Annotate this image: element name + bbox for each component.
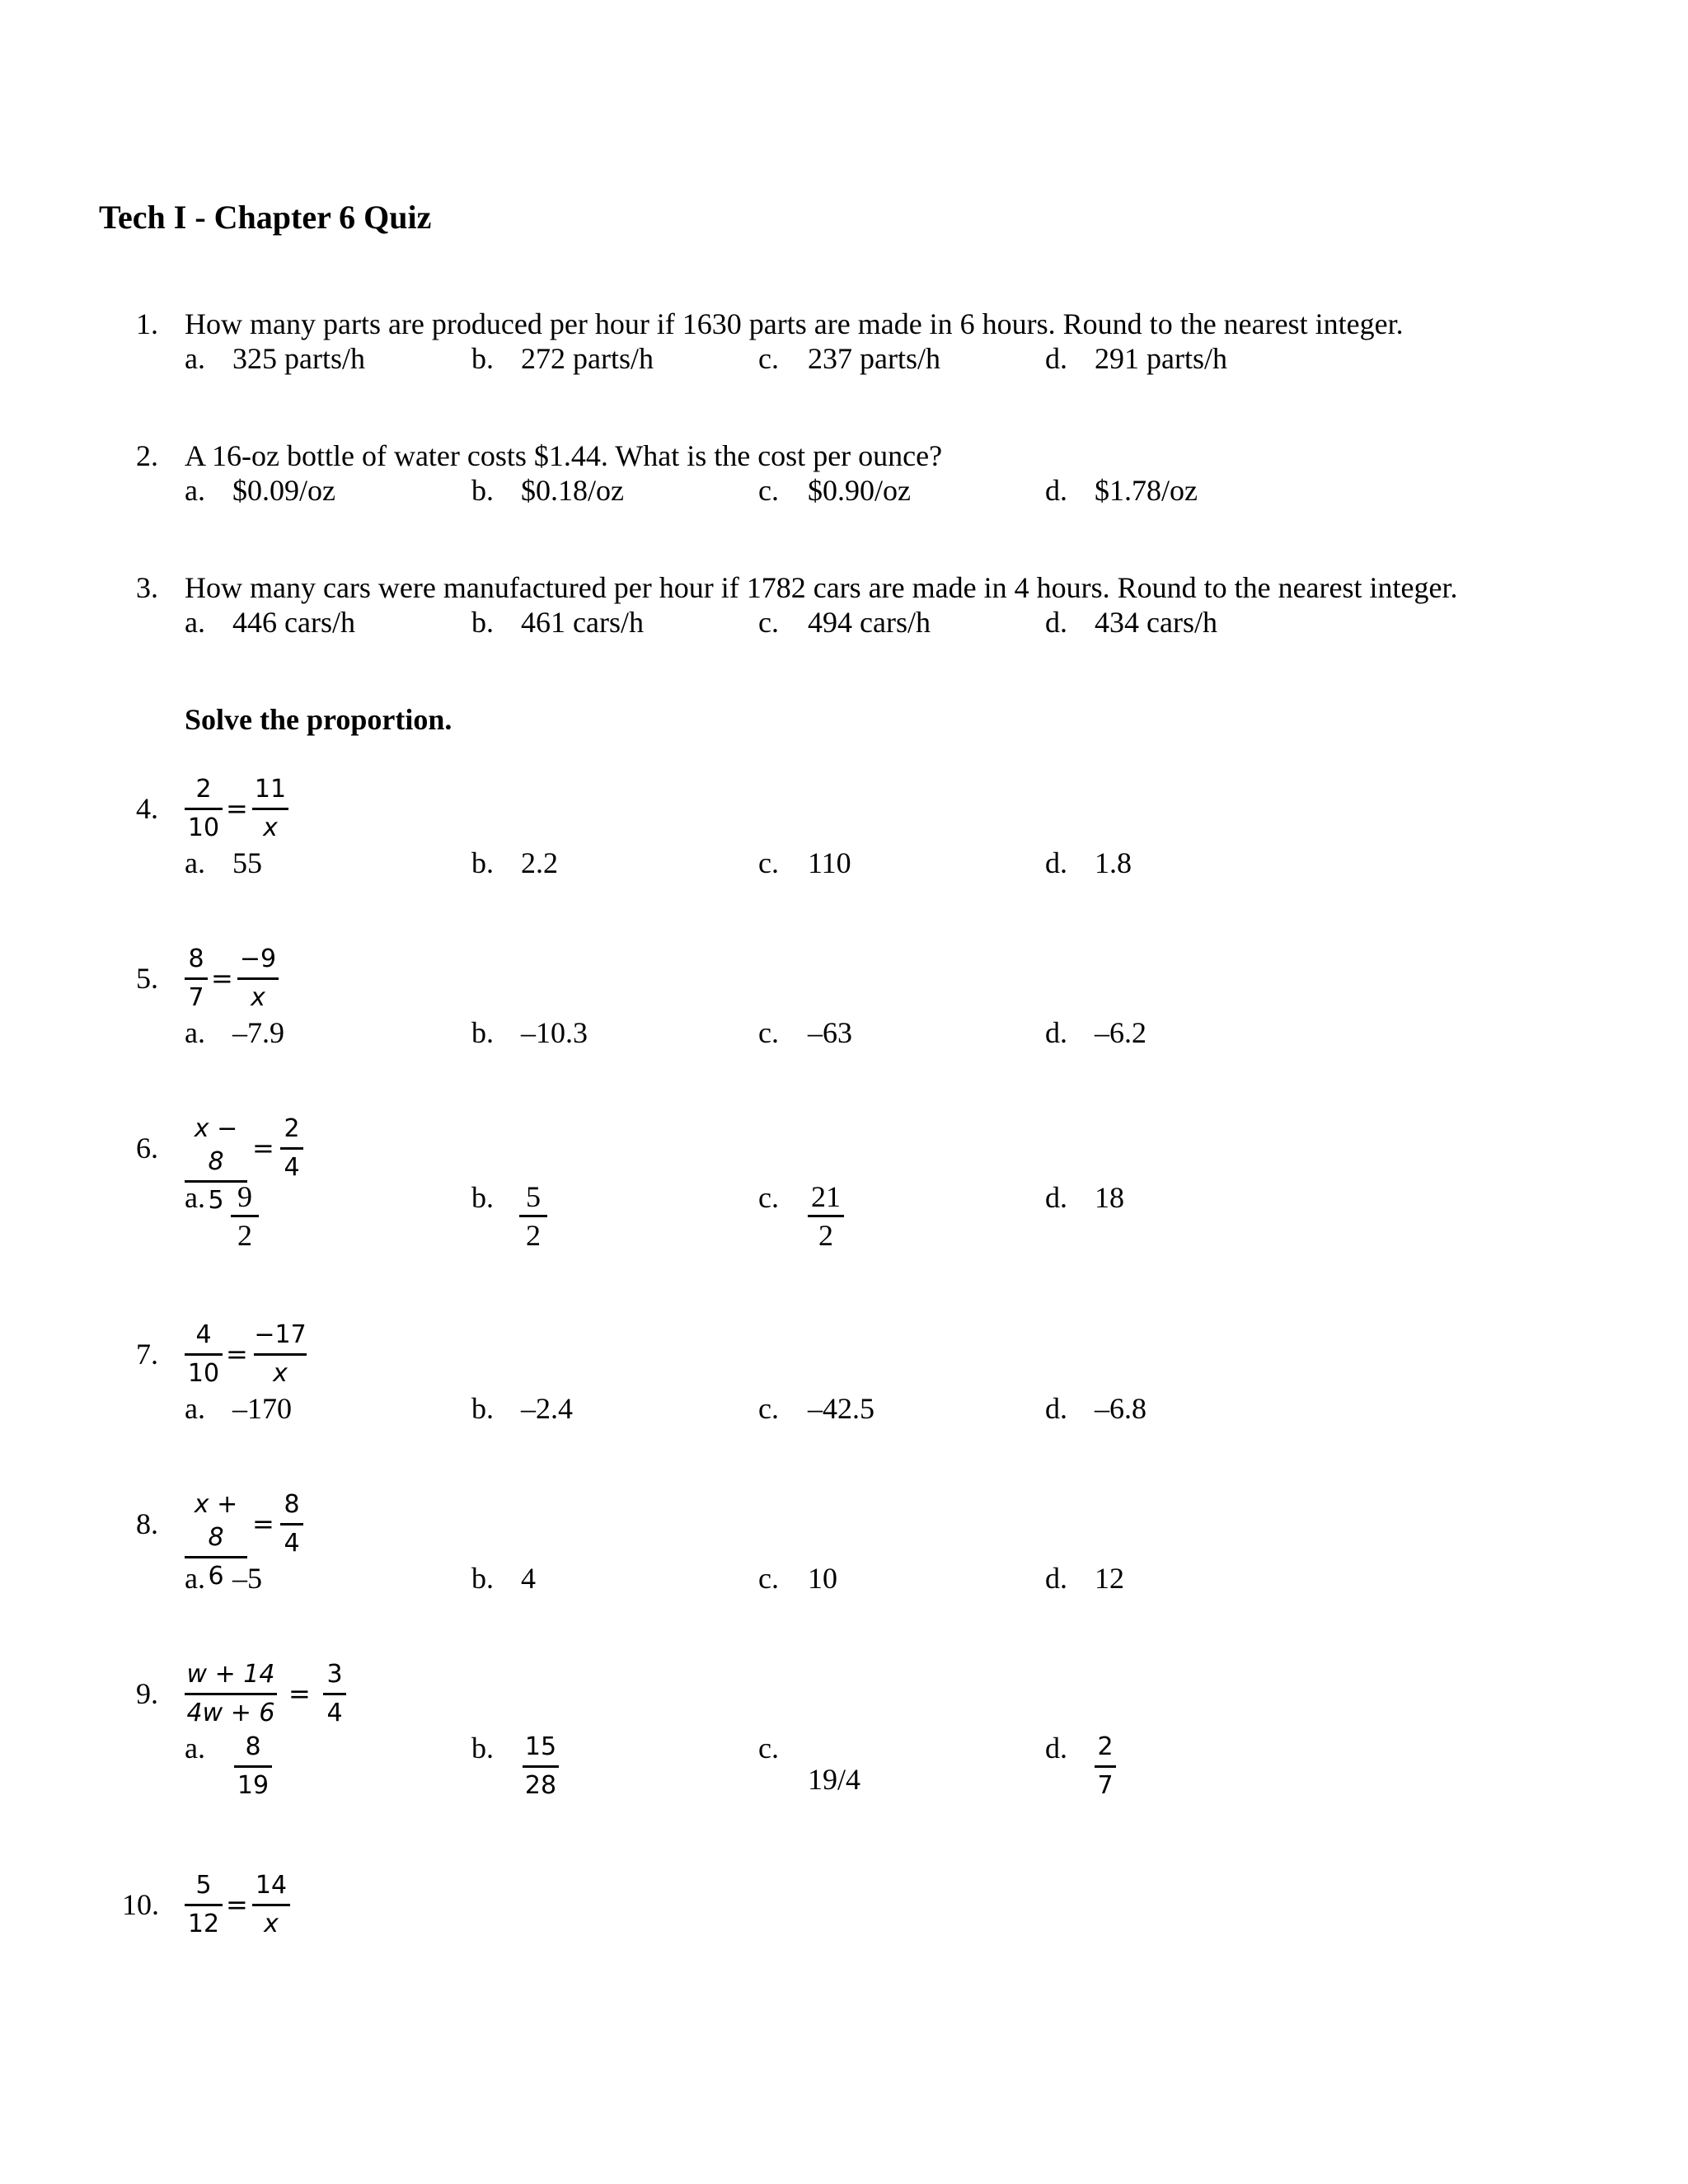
equals-sign: = bbox=[252, 1508, 274, 1540]
numerator: 14 bbox=[255, 1871, 288, 1900]
choice-b-fraction bbox=[519, 1180, 547, 1252]
choice-letter: d. bbox=[1045, 1562, 1067, 1595]
choice-a-fraction bbox=[234, 1731, 272, 1802]
choice-letter: a. bbox=[185, 1562, 205, 1595]
choice-b: 272 parts/h bbox=[521, 342, 654, 375]
question-number: 1. bbox=[136, 307, 158, 340]
numerator: 5 bbox=[526, 1180, 541, 1213]
numerator: 8 bbox=[188, 944, 204, 973]
equation-left-fraction bbox=[185, 773, 223, 845]
numerator: 2 bbox=[284, 1114, 300, 1143]
numerator: 9 bbox=[237, 1180, 252, 1213]
question-number: 7. bbox=[136, 1338, 158, 1371]
choice-letter: b. bbox=[471, 606, 494, 639]
equals-sign: = bbox=[226, 1338, 248, 1370]
choice-letter: b. bbox=[471, 1562, 494, 1595]
choice-c: 110 bbox=[808, 846, 851, 879]
equation-right-fraction bbox=[280, 1113, 303, 1184]
choice-c: 237 parts/h bbox=[808, 342, 940, 375]
choice-letter: a. bbox=[185, 1016, 205, 1049]
choice-c: 494 cars/h bbox=[808, 606, 931, 639]
equation-right-fraction bbox=[237, 943, 279, 1015]
equals-sign: = bbox=[226, 1889, 248, 1920]
choice-c: –42.5 bbox=[808, 1392, 874, 1425]
choice-c: 19/4 bbox=[808, 1763, 861, 1796]
choice-b-fraction bbox=[523, 1731, 559, 1802]
choice-letter: b. bbox=[471, 1392, 494, 1425]
numerator: 21 bbox=[811, 1180, 841, 1213]
choice-letter: d. bbox=[1045, 606, 1067, 639]
numerator: −17 bbox=[254, 1320, 307, 1349]
choice-b: 4 bbox=[521, 1562, 536, 1595]
numerator: 2 bbox=[195, 775, 212, 804]
choice-b: –2.4 bbox=[521, 1392, 573, 1425]
numerator: −9 bbox=[239, 944, 277, 973]
section-heading: Solve the proportion. bbox=[185, 703, 452, 736]
choice-b: 461 cars/h bbox=[521, 606, 644, 639]
question-text: A 16-oz bottle of water costs $1.44. What is the cost per ounce? bbox=[185, 439, 943, 472]
choice-letter: b. bbox=[471, 1732, 494, 1765]
numerator: 15 bbox=[524, 1732, 557, 1761]
choice-d: 18 bbox=[1095, 1181, 1124, 1214]
numerator: x − 8 bbox=[194, 1114, 238, 1176]
choice-letter: c. bbox=[758, 846, 779, 879]
choice-b: $0.18/oz bbox=[521, 474, 624, 507]
equation-right-fraction bbox=[252, 773, 288, 845]
numerator: 8 bbox=[245, 1732, 261, 1761]
choice-letter: a. bbox=[185, 342, 205, 375]
choice-letter: d. bbox=[1045, 846, 1067, 879]
choice-letter: a. bbox=[185, 1392, 205, 1425]
choice-letter: d. bbox=[1045, 1016, 1067, 1049]
choice-letter: c. bbox=[758, 1016, 779, 1049]
question-number: 4. bbox=[136, 792, 158, 825]
choice-c-fraction bbox=[808, 1180, 844, 1252]
denominator: 2 bbox=[818, 1219, 833, 1252]
equation-right-fraction bbox=[252, 1869, 290, 1941]
denominator: 2 bbox=[237, 1219, 252, 1252]
equation-left-fraction bbox=[185, 1869, 223, 1941]
choice-letter: b. bbox=[471, 846, 494, 879]
numerator: x + 8 bbox=[194, 1490, 238, 1552]
numerator: 3 bbox=[326, 1660, 343, 1689]
equation-right-fraction bbox=[280, 1488, 303, 1560]
choice-letter: a. bbox=[185, 1732, 205, 1765]
numerator: 4 bbox=[195, 1320, 212, 1349]
choice-letter: a. bbox=[185, 1181, 205, 1214]
denominator: 10 bbox=[187, 1359, 220, 1388]
choice-c: –63 bbox=[808, 1016, 852, 1049]
choice-letter: c. bbox=[758, 474, 779, 507]
denominator: 28 bbox=[524, 1771, 557, 1800]
choice-d: –6.8 bbox=[1095, 1392, 1146, 1425]
numerator: 11 bbox=[254, 775, 287, 804]
denominator: 4 bbox=[326, 1699, 343, 1727]
choice-a: 55 bbox=[232, 846, 262, 879]
choice-a: 325 parts/h bbox=[232, 342, 365, 375]
denominator: 4 bbox=[284, 1529, 300, 1558]
question-text: How many parts are produced per hour if 1630 parts are made in 6 hours. Round to the nearest integer. bbox=[185, 307, 1404, 340]
equals-sign: = bbox=[226, 793, 248, 824]
choice-c: $0.90/oz bbox=[808, 474, 911, 507]
choice-letter: d. bbox=[1045, 1392, 1067, 1425]
choice-d-fraction bbox=[1095, 1731, 1116, 1802]
choice-d: 291 parts/h bbox=[1095, 342, 1227, 375]
page-title: Tech I - Chapter 6 Quiz bbox=[99, 199, 432, 236]
choice-d: $1.78/oz bbox=[1095, 474, 1198, 507]
denominator: 19 bbox=[237, 1771, 270, 1800]
denominator: 7 bbox=[1097, 1771, 1114, 1800]
denominator: 5 bbox=[208, 1186, 224, 1215]
choice-letter: a. bbox=[185, 474, 205, 507]
choice-letter: b. bbox=[471, 1181, 494, 1214]
choice-b: 2.2 bbox=[521, 846, 558, 879]
choice-c: 10 bbox=[808, 1562, 837, 1595]
question-number: 8. bbox=[136, 1507, 158, 1540]
equation-left-fraction bbox=[185, 943, 208, 1015]
choice-a: $0.09/oz bbox=[232, 474, 335, 507]
choice-d: –6.2 bbox=[1095, 1016, 1146, 1049]
denominator: x bbox=[251, 983, 265, 1012]
choice-letter: d. bbox=[1045, 474, 1067, 507]
choice-letter: d. bbox=[1045, 1181, 1067, 1214]
choice-letter: c. bbox=[758, 1392, 779, 1425]
denominator: 4w + 6 bbox=[186, 1699, 275, 1727]
question-number: 5. bbox=[136, 962, 158, 995]
choice-letter: b. bbox=[471, 474, 494, 507]
equals-sign: = bbox=[211, 963, 233, 994]
equation-left-fraction bbox=[185, 1319, 223, 1390]
choice-letter: c. bbox=[758, 606, 779, 639]
denominator: x bbox=[273, 1359, 288, 1388]
denominator: 10 bbox=[187, 813, 220, 842]
choice-letter: a. bbox=[185, 606, 205, 639]
denominator: 7 bbox=[188, 983, 204, 1012]
denominator: x bbox=[264, 1910, 279, 1938]
choice-letter: c. bbox=[758, 1181, 779, 1214]
choice-a-fraction bbox=[231, 1180, 259, 1252]
choice-d: 1.8 bbox=[1095, 846, 1132, 879]
numerator: 8 bbox=[284, 1490, 300, 1519]
question-number: 6. bbox=[136, 1132, 158, 1165]
choice-letter: c. bbox=[758, 1732, 779, 1765]
choice-letter: c. bbox=[758, 1562, 779, 1595]
choice-letter: b. bbox=[471, 342, 494, 375]
denominator: x bbox=[263, 813, 278, 842]
equals-sign: = bbox=[252, 1132, 274, 1164]
choice-a: 446 cars/h bbox=[232, 606, 355, 639]
choice-a: –7.9 bbox=[232, 1016, 284, 1049]
numerator: w + 14 bbox=[186, 1660, 275, 1689]
denominator: 4 bbox=[284, 1153, 300, 1182]
equation-left-fraction bbox=[185, 1658, 277, 1730]
numerator: 5 bbox=[195, 1871, 212, 1900]
equation-right-fraction bbox=[323, 1658, 346, 1730]
choice-b: –10.3 bbox=[521, 1016, 588, 1049]
choice-letter: c. bbox=[758, 342, 779, 375]
choice-letter: b. bbox=[471, 1016, 494, 1049]
denominator: 6 bbox=[208, 1562, 224, 1591]
question-number: 2. bbox=[136, 439, 158, 472]
numerator: 2 bbox=[1097, 1732, 1114, 1761]
choice-letter: a. bbox=[185, 846, 205, 879]
choice-d: 434 cars/h bbox=[1095, 606, 1217, 639]
question-number: 9. bbox=[136, 1677, 158, 1710]
denominator: 12 bbox=[187, 1910, 220, 1938]
equation-right-fraction bbox=[254, 1319, 307, 1390]
choice-letter: d. bbox=[1045, 342, 1067, 375]
choice-letter: d. bbox=[1045, 1732, 1067, 1765]
denominator: 2 bbox=[526, 1219, 541, 1252]
question-number: 10. bbox=[122, 1888, 159, 1921]
choice-d: 12 bbox=[1095, 1562, 1124, 1595]
equals-sign: = bbox=[288, 1678, 311, 1709]
choice-a: –5 bbox=[232, 1562, 262, 1595]
choice-a: –170 bbox=[232, 1392, 292, 1425]
question-number: 3. bbox=[136, 571, 158, 604]
question-text: How many cars were manufactured per hour if 1782 cars are made in 4 hours. Round to the nearest integer. bbox=[185, 571, 1458, 604]
